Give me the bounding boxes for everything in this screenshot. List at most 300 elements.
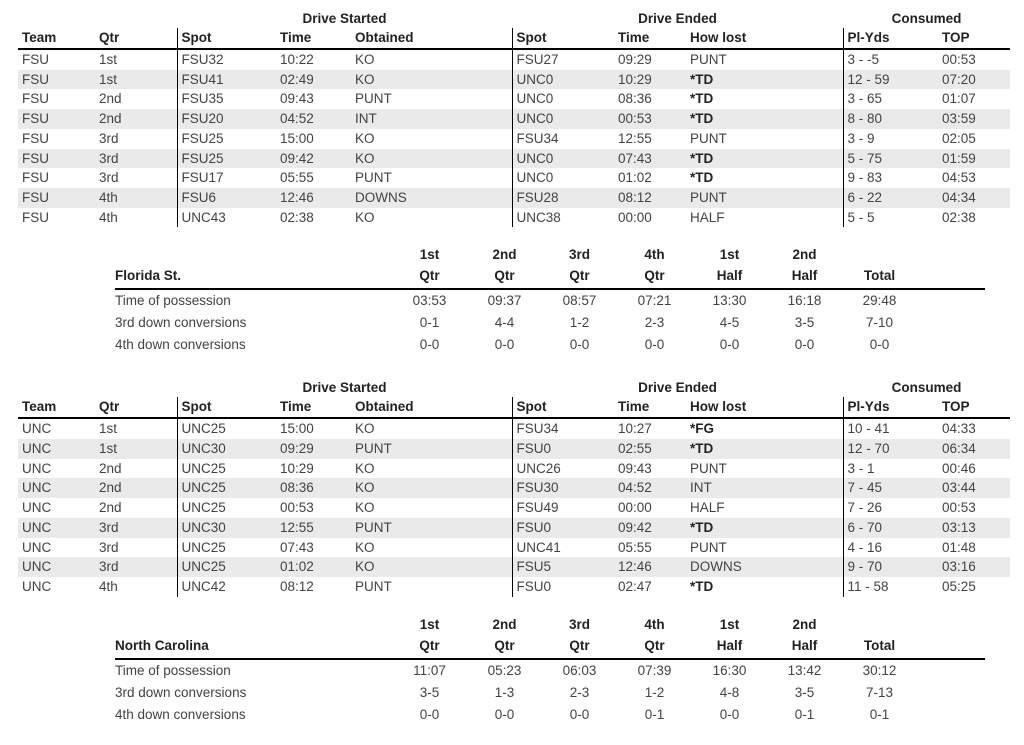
cell-how-lost: DOWNS [686, 557, 843, 577]
summary-col-qtr: Qtr [392, 264, 467, 289]
cell-pl-yds: 4 - 16 [843, 538, 938, 558]
summary-col-2nd: 2nd [492, 247, 517, 263]
cell-qtr: 2nd [95, 109, 177, 129]
cell-end-time: 01:02 [618, 170, 652, 186]
summary-row-label: 4th down conversions [115, 337, 246, 353]
summary-col-qtr: Qtr [467, 634, 542, 659]
cell-end-time: 00:53 [614, 109, 686, 129]
drive-row [18, 518, 1010, 538]
cell-end-time: 00:00 [618, 500, 652, 516]
cell-end-time: 10:27 [618, 421, 652, 437]
summary-row [115, 704, 985, 726]
cell-how-lost: PUNT [690, 130, 727, 146]
summary-value: 0-1 [419, 315, 440, 331]
cell-pl-yds: 6 - 22 [843, 188, 938, 208]
summary-col-qtr: Qtr [392, 634, 467, 659]
cell-start-spot: UNC30 [177, 439, 276, 459]
drive-row [18, 498, 1010, 518]
cell-qtr: 2nd [99, 91, 122, 107]
summary-title-north-carolina: North Carolina [115, 634, 392, 659]
summary-value: 2-3 [644, 315, 665, 331]
summary-header-top-row [115, 616, 985, 634]
cell-end-time: 05:55 [618, 539, 652, 555]
cell-qtr: 4th [95, 188, 177, 208]
cell-team: UNC [22, 539, 52, 555]
cell-top: 04:33 [942, 421, 976, 437]
summary-col-2nd: 2nd [492, 616, 517, 632]
cell-start-spot: UNC25 [177, 538, 276, 558]
drive-row [18, 459, 1010, 479]
cell-end-spot: UNC0 [512, 168, 614, 188]
summary-row-spacer [917, 289, 985, 312]
summary-row [115, 682, 985, 704]
cell-obtained: KO [355, 130, 375, 146]
summary-row-spacer [917, 682, 985, 704]
cell-start-time: 09:43 [280, 91, 314, 107]
cell-start-spot: UNC30 [177, 518, 276, 538]
cell-team: FSU [18, 188, 95, 208]
group-header-drive-started: Drive Started [302, 380, 387, 396]
cell-start-spot: UNC25 [177, 478, 276, 498]
cell-how-lost: HALF [690, 209, 725, 225]
cell-team: FSU [22, 91, 49, 107]
cell-start-time: 10:29 [280, 460, 314, 476]
cell-top: 03:16 [938, 557, 1010, 577]
drive-table-fsu-body [18, 49, 1010, 227]
summary-col-total-spacer [842, 246, 917, 264]
col-header-pl-yds: Pl-Yds [843, 397, 938, 418]
cell-start-time: 02:49 [276, 70, 351, 90]
summary-col-1st: 1st [419, 616, 440, 632]
drive-row [18, 109, 1010, 129]
drive-row [18, 149, 1010, 169]
cell-start-spot: UNC43 [177, 208, 276, 228]
cell-team: FSU [18, 109, 95, 129]
cell-start-spot: UNC25 [177, 418, 276, 439]
summary-header-spacer [115, 616, 392, 634]
cell-how-lost: *FG [690, 421, 715, 437]
col-header-obtained: Obtained [351, 397, 512, 418]
cell-how-lost: PUNT [690, 460, 727, 476]
summary-row-label: 3rd down conversions [115, 315, 247, 331]
cell-end-spot: FSU27 [512, 49, 614, 70]
summary-header-spacer [917, 264, 985, 289]
summary-col-qtr: Qtr [617, 634, 692, 659]
cell-end-time: 00:00 [618, 209, 652, 225]
cell-how-lost: INT [686, 478, 843, 498]
cell-how-lost: *TD [690, 170, 714, 186]
group-header-spacer [18, 379, 177, 397]
cell-how-lost: *TD [686, 109, 843, 129]
cell-end-spot: UNC0 [512, 149, 614, 169]
summary-row [115, 334, 985, 356]
cell-team: FSU [22, 52, 49, 67]
cell-obtained: INT [351, 109, 512, 129]
cell-end-spot: UNC38 [512, 208, 614, 228]
group-header-consumed: Consumed [891, 380, 962, 396]
summary-col-half: Half [692, 634, 767, 659]
drive-table-unc-body [18, 418, 1010, 596]
cell-top: 02:05 [942, 130, 976, 146]
cell-start-time: 01:02 [276, 557, 351, 577]
cell-end-spot: UNC26 [512, 459, 614, 479]
summary-value: 4-5 [719, 315, 740, 331]
cell-start-spot: UNC25 [177, 459, 276, 479]
drive-row [18, 129, 1010, 149]
cell-start-time: 09:42 [276, 149, 351, 169]
drive-row [18, 70, 1010, 90]
summary-value: 0-0 [719, 706, 740, 722]
cell-top: 07:20 [938, 70, 1010, 90]
cell-qtr: 3rd [95, 149, 177, 169]
col-header-team: Team [18, 28, 95, 49]
summary-value: 1-2 [569, 315, 590, 331]
cell-top: 00:46 [942, 460, 976, 476]
cell-end-spot: UNC0 [512, 70, 614, 90]
summary-row-label: Time of possession [115, 293, 231, 309]
summary-value: 7-13 [865, 684, 894, 700]
cell-obtained: KO [355, 52, 375, 67]
cell-end-time: 09:43 [618, 460, 652, 476]
summary-value: 29:48 [862, 293, 897, 309]
cell-qtr: 4th [99, 578, 118, 594]
cell-end-time: 09:29 [618, 52, 652, 67]
drive-row [18, 168, 1010, 188]
cell-start-time: 07:43 [280, 539, 314, 555]
cell-start-time: 00:53 [280, 500, 314, 516]
summary-value: 07:21 [637, 293, 672, 309]
cell-start-spot: FSU32 [177, 49, 276, 70]
summary-table-north-carolina [115, 616, 985, 726]
summary-col-total: Total [842, 264, 917, 289]
summary-value: 0-0 [419, 706, 440, 722]
cell-pl-yds: 3 - 1 [843, 459, 938, 479]
cell-qtr: 2nd [95, 478, 177, 498]
cell-how-lost: *TD [690, 578, 714, 594]
summary-col-qtr: Qtr [617, 264, 692, 289]
summary-col-qtr: Qtr [542, 264, 617, 289]
cell-end-spot: UNC41 [512, 538, 614, 558]
cell-team: UNC [22, 460, 52, 476]
summary-value: 3-5 [794, 684, 815, 700]
summary-header-bottom-row [115, 264, 985, 289]
cell-pl-yds: 7 - 45 [843, 478, 938, 498]
group-header-spacer [18, 10, 177, 28]
summary-value: 16:18 [787, 293, 822, 309]
col-header-obtained: Obtained [351, 28, 512, 49]
cell-end-spot: FSU34 [512, 129, 614, 149]
summary-value: 09:37 [487, 293, 522, 309]
col-header-end-time: Time [614, 397, 686, 418]
cell-qtr: 3rd [95, 557, 177, 577]
drive-row [18, 208, 1010, 228]
cell-start-time: 10:22 [280, 52, 314, 67]
summary-row [115, 289, 985, 312]
cell-end-time: 02:47 [618, 578, 652, 594]
col-header-how-lost: How lost [686, 397, 843, 418]
drive-row [18, 49, 1010, 70]
cell-how-lost: PUNT [686, 188, 843, 208]
cell-top: 03:44 [938, 478, 1010, 498]
col-header-start-time: Time [276, 28, 351, 49]
cell-pl-yds: 6 - 70 [843, 518, 938, 538]
cell-pl-yds: 7 - 26 [843, 498, 938, 518]
cell-team: FSU [18, 70, 95, 90]
cell-end-time: 12:46 [614, 557, 686, 577]
col-header-start-spot: Spot [177, 28, 276, 49]
column-header-row [18, 28, 1010, 49]
cell-start-spot: UNC42 [177, 577, 276, 597]
cell-top: 01:07 [942, 91, 976, 107]
cell-obtained: KO [355, 539, 375, 555]
summary-col-3rd: 3rd [568, 247, 590, 263]
drive-row [18, 538, 1010, 558]
summary-col-1st-half: 1st [719, 247, 740, 263]
summary-col-1st: 1st [419, 247, 440, 263]
col-header-qtr: Qtr [95, 28, 177, 49]
cell-end-spot: FSU34 [512, 418, 614, 439]
summary-value: 0-0 [494, 337, 515, 353]
drive-table-fsu [18, 10, 1010, 227]
cell-how-lost: *TD [686, 518, 843, 538]
summary-col-1st-half: 1st [719, 616, 740, 632]
drive-row [18, 478, 1010, 498]
cell-start-spot: FSU41 [177, 70, 276, 90]
cell-obtained: KO [351, 557, 512, 577]
cell-end-time: 02:55 [614, 439, 686, 459]
col-header-how-lost: How lost [686, 28, 843, 49]
cell-end-spot: UNC0 [512, 89, 614, 109]
cell-start-spot: FSU25 [177, 149, 276, 169]
drive-row [18, 89, 1010, 109]
cell-top: 04:53 [942, 170, 976, 186]
cell-start-spot: UNC25 [177, 557, 276, 577]
cell-qtr: 2nd [99, 500, 122, 516]
summary-value: 07:39 [637, 662, 672, 678]
cell-team: UNC [18, 478, 95, 498]
group-header-drive-ended: Drive Ended [638, 11, 717, 26]
summary-row-label: 3rd down conversions [115, 684, 247, 700]
summary-header-spacer [917, 616, 985, 634]
cell-start-time: 08:36 [276, 478, 351, 498]
summary-value: 0-0 [569, 706, 590, 722]
summary-value: 0-1 [869, 706, 890, 722]
cell-start-time: 04:52 [276, 109, 351, 129]
summary-table-florida-st-body [115, 289, 985, 356]
cell-end-time: 08:12 [614, 188, 686, 208]
summary-value: 05:23 [487, 662, 522, 678]
cell-start-time: 09:29 [276, 439, 351, 459]
cell-pl-yds: 12 - 59 [843, 70, 938, 90]
cell-team: FSU [18, 149, 95, 169]
cell-team: UNC [18, 439, 95, 459]
cell-top: 02:38 [942, 209, 976, 225]
summary-table-north-carolina-body [115, 659, 985, 726]
cell-team: UNC [18, 518, 95, 538]
cell-end-spot: UNC0 [512, 109, 614, 129]
cell-team: UNC [18, 557, 95, 577]
cell-end-spot: FSU0 [512, 439, 614, 459]
cell-top: 01:48 [942, 539, 976, 555]
cell-team: FSU [22, 209, 49, 225]
cell-how-lost: PUNT [690, 52, 727, 67]
col-header-team: Team [18, 397, 95, 418]
summary-value: 0-0 [494, 706, 515, 722]
cell-how-lost: HALF [690, 500, 725, 516]
summary-col-total: Total [842, 634, 917, 659]
cell-end-spot: FSU28 [512, 188, 614, 208]
cell-start-spot: UNC25 [177, 498, 276, 518]
cell-start-time: 12:55 [276, 518, 351, 538]
cell-how-lost: *TD [686, 149, 843, 169]
cell-end-time: 04:52 [614, 478, 686, 498]
cell-team: UNC [22, 421, 52, 437]
summary-value: 3-5 [419, 684, 440, 700]
cell-end-time: 12:55 [618, 130, 652, 146]
col-header-end-spot: Spot [512, 28, 614, 49]
summary-value: 0-0 [794, 337, 815, 353]
summary-value: 4-4 [494, 315, 515, 331]
summary-row-label: Time of possession [115, 662, 231, 678]
summary-table-florida-st [115, 246, 985, 356]
summary-col-half: Half [692, 264, 767, 289]
cell-qtr: 1st [95, 439, 177, 459]
cell-pl-yds: 8 - 80 [843, 109, 938, 129]
cell-start-spot: FSU17 [177, 168, 276, 188]
col-header-end-spot: Spot [512, 397, 614, 418]
col-header-start-time: Time [276, 397, 351, 418]
cell-how-lost: PUNT [690, 539, 727, 555]
cell-pl-yds: 3 - -5 [843, 49, 938, 70]
cell-start-time: 15:00 [280, 421, 314, 437]
summary-col-total-spacer [842, 616, 917, 634]
cell-obtained: PUNT [355, 578, 392, 594]
cell-obtained: PUNT [351, 518, 512, 538]
cell-start-time: 02:38 [280, 209, 314, 225]
cell-obtained: KO [355, 500, 375, 516]
cell-end-time: 08:36 [618, 91, 652, 107]
cell-team: UNC [22, 500, 52, 516]
cell-obtained: KO [351, 70, 512, 90]
cell-obtained: DOWNS [351, 188, 512, 208]
summary-col-qtr: Qtr [542, 634, 617, 659]
cell-top: 03:59 [938, 109, 1010, 129]
cell-pl-yds: 5 - 75 [843, 149, 938, 169]
cell-team: UNC [22, 578, 52, 594]
cell-qtr: 3rd [99, 170, 119, 186]
cell-top: 00:53 [942, 500, 976, 516]
cell-end-spot: FSU0 [512, 577, 614, 597]
summary-title-florida-st: Florida St. [115, 264, 392, 289]
cell-team: FSU [22, 170, 49, 186]
summary-value: 0-0 [419, 337, 440, 353]
cell-qtr: 3rd [99, 130, 119, 146]
cell-qtr: 3rd [95, 518, 177, 538]
summary-row-spacer [917, 334, 985, 356]
summary-col-3rd: 3rd [568, 616, 590, 632]
cell-obtained: KO [355, 421, 375, 437]
cell-how-lost: *TD [686, 70, 843, 90]
cell-how-lost: *TD [686, 439, 843, 459]
summary-value: 03:53 [412, 293, 447, 309]
summary-col-4th: 4th [644, 616, 665, 632]
cell-end-spot: FSU5 [512, 557, 614, 577]
summary-value: 1-3 [494, 684, 515, 700]
cell-obtained: PUNT [355, 91, 392, 107]
summary-value: 3-5 [794, 315, 815, 331]
cell-top: 03:13 [938, 518, 1010, 538]
cell-pl-yds: 9 - 70 [843, 557, 938, 577]
col-header-top: TOP [938, 28, 1010, 49]
cell-start-time: 05:55 [280, 170, 314, 186]
cell-end-spot: FSU30 [512, 478, 614, 498]
cell-top: 04:34 [938, 188, 1010, 208]
cell-pl-yds: 5 - 5 [843, 208, 938, 228]
drive-row [18, 577, 1010, 597]
cell-start-time: 08:12 [280, 578, 314, 594]
cell-obtained: KO [355, 460, 375, 476]
summary-header-spacer [917, 634, 985, 659]
drive-table-unc [18, 379, 1010, 596]
summary-col-4th: 4th [644, 247, 665, 263]
cell-obtained: KO [351, 478, 512, 498]
summary-value: 30:12 [862, 662, 897, 678]
summary-value: 08:57 [562, 293, 597, 309]
summary-value: 2-3 [569, 684, 590, 700]
col-header-qtr: Qtr [95, 397, 177, 418]
summary-value: 0-1 [794, 706, 815, 722]
col-header-top: TOP [938, 397, 1010, 418]
cell-obtained: PUNT [355, 170, 392, 186]
cell-pl-yds: 3 - 65 [843, 89, 938, 109]
cell-pl-yds: 9 - 83 [843, 168, 938, 188]
summary-header-top-row [115, 246, 985, 264]
cell-end-spot: FSU49 [512, 498, 614, 518]
summary-row-spacer [917, 704, 985, 726]
summary-row-label: 4th down conversions [115, 706, 246, 722]
group-header-row [18, 379, 1010, 397]
cell-obtained: KO [355, 209, 375, 225]
summary-col-2nd-half: 2nd [792, 247, 817, 263]
summary-value: 4-8 [719, 684, 740, 700]
cell-start-spot: FSU35 [177, 89, 276, 109]
summary-value: 16:30 [712, 662, 747, 678]
column-header-row [18, 397, 1010, 418]
group-header-drive-ended: Drive Ended [638, 380, 717, 396]
cell-start-time: 12:46 [276, 188, 351, 208]
summary-value: 0-0 [719, 337, 740, 353]
cell-end-time: 10:29 [614, 70, 686, 90]
cell-end-spot: FSU0 [512, 518, 614, 538]
cell-qtr: 2nd [99, 460, 122, 476]
summary-row-spacer [917, 312, 985, 334]
cell-end-time: 07:43 [614, 149, 686, 169]
cell-qtr: 1st [95, 70, 177, 90]
group-header-consumed: Consumed [891, 11, 962, 26]
cell-start-spot: FSU25 [177, 129, 276, 149]
summary-value: 7-10 [865, 315, 894, 331]
cell-qtr: 4th [99, 209, 118, 225]
group-header-row [18, 10, 1010, 28]
summary-col-qtr: Qtr [467, 264, 542, 289]
col-header-end-time: Time [614, 28, 686, 49]
summary-row-spacer [917, 659, 985, 682]
cell-start-spot: FSU20 [177, 109, 276, 129]
summary-row [115, 659, 985, 682]
cell-obtained: PUNT [351, 439, 512, 459]
cell-start-spot: FSU6 [177, 188, 276, 208]
drive-row [18, 557, 1010, 577]
